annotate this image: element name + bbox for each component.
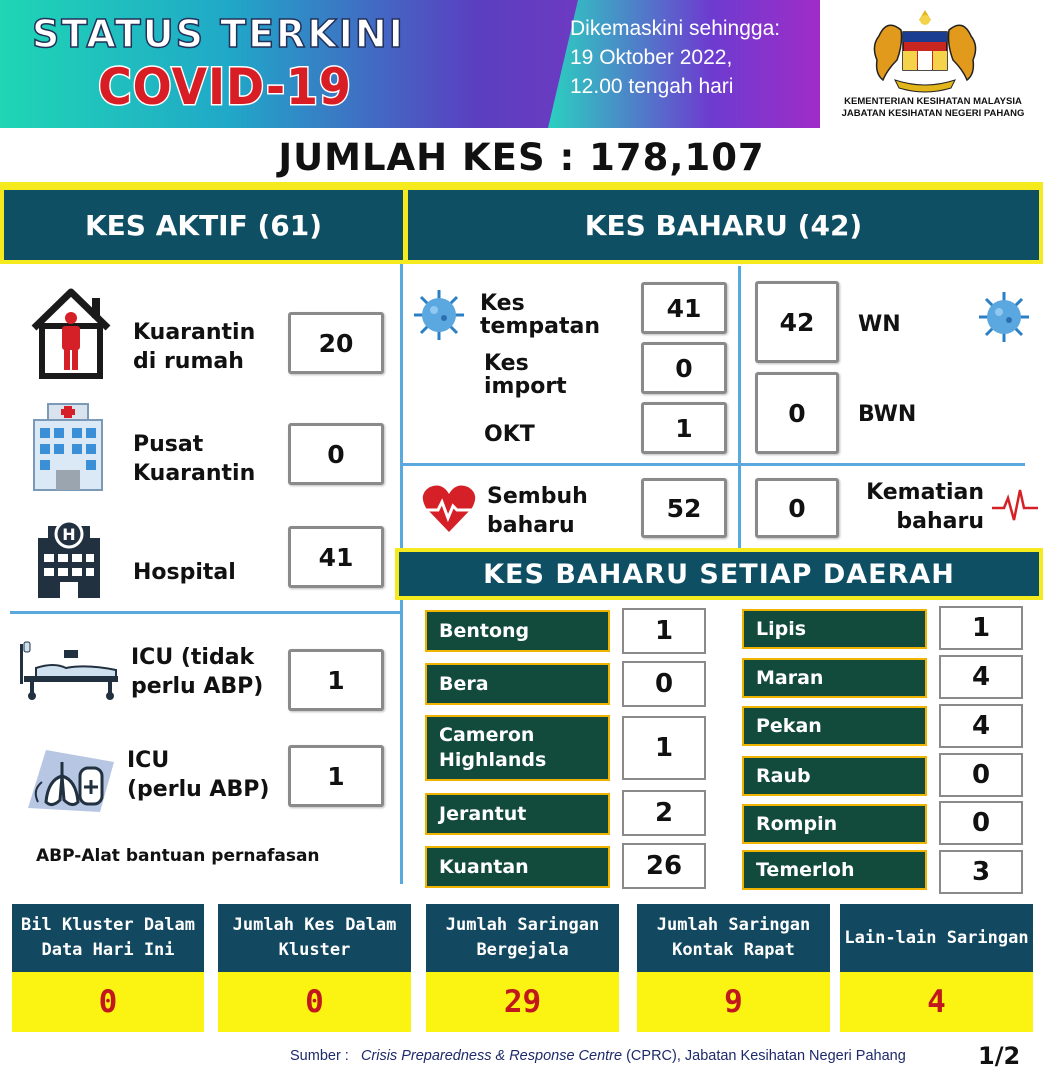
district-value: 1	[622, 608, 706, 654]
district-name: Bentong	[425, 610, 610, 652]
label-line-1: Kuarantin	[133, 320, 256, 345]
ministry-line-2: JABATAN KESIHATAN NEGERI PAHANG	[841, 108, 1025, 119]
import-cases-label	[484, 352, 567, 398]
pulse-icon	[990, 486, 1040, 526]
title-covid: COVID-19	[98, 58, 352, 116]
wn-value: 42	[755, 281, 839, 363]
heart-icon	[420, 482, 478, 536]
source-org: Crisis Preparedness & Response Centre	[360, 1048, 623, 1064]
malaysia-crest-icon	[865, 6, 985, 98]
update-info	[570, 14, 810, 101]
bwn-label: BWN	[858, 402, 917, 427]
quarantine-home-value: 20	[288, 312, 384, 374]
okt-label: OKT	[484, 422, 535, 447]
source-suffix: (CPRC), Jabatan Kesihatan Negeri Pahang	[622, 1048, 906, 1064]
label-line-1: ICU	[127, 748, 170, 773]
virus-icon	[977, 290, 1031, 344]
quarantine-centre-label	[133, 430, 255, 488]
hospital-value: 41	[288, 526, 384, 588]
stat-label: Bil Kluster Dalam Data Hari Ini	[12, 904, 204, 972]
district-value: 4	[939, 704, 1023, 748]
hospital-label: Hospital	[133, 560, 236, 585]
district-name: Bera	[425, 663, 610, 705]
stat-value: 0	[12, 972, 204, 1032]
stat-label: Lain-lain Saringan	[840, 904, 1033, 972]
stat-label: Jumlah Saringan Bergejala	[426, 904, 619, 972]
district-value: 4	[939, 655, 1023, 699]
stat-value: 0	[218, 972, 411, 1032]
icu-no-ventilator-value: 1	[288, 649, 384, 711]
label-line-1: Sembuh	[487, 484, 588, 509]
label-line-2: (perlu ABP)	[127, 777, 270, 802]
label-line-2: import	[484, 374, 567, 399]
divider	[403, 463, 1025, 466]
stat-value: 9	[637, 972, 830, 1032]
active-cases-heading: KES AKTIF (61)	[0, 186, 405, 264]
header	[0, 0, 1043, 130]
update-line-3: 12.00 tengah hari	[570, 75, 734, 98]
update-line-1: Dikemaskini sehingga:	[570, 17, 781, 40]
abp-footnote: ABP-Alat bantuan pernafasan	[36, 846, 320, 866]
label-line-2: baharu	[896, 509, 984, 534]
icu-ventilator-value: 1	[288, 745, 384, 807]
district-name: Temerloh	[742, 850, 927, 890]
label-line-1: Kematian	[866, 480, 984, 505]
label-line-1: Kes	[480, 291, 525, 316]
divider	[10, 611, 400, 614]
local-cases-label	[480, 292, 600, 338]
district-value: 1	[622, 716, 706, 780]
label-line-1: ICU (tidak	[131, 645, 255, 670]
total-cases: JUMLAH KES : 178,107	[278, 136, 765, 179]
district-value: 2	[622, 790, 706, 836]
label-line-1: Kes	[484, 351, 529, 376]
svg-text:H: H	[62, 525, 76, 544]
deaths-value: 0	[755, 478, 839, 538]
divider	[738, 266, 741, 548]
district-value: 0	[939, 753, 1023, 797]
icu-no-ventilator-label	[131, 643, 263, 701]
title-status: STATUS TERKINI	[32, 12, 405, 56]
district-heading: KES BAHARU SETIAP DAERAH	[395, 548, 1043, 600]
district-name: Jerantut	[425, 793, 610, 835]
label-line-2: tempatan	[480, 314, 600, 339]
ministry-name	[828, 96, 1038, 120]
page-number: 1/2	[978, 1042, 1021, 1070]
source-prefix: Sumber :	[290, 1048, 349, 1064]
bwn-value: 0	[755, 372, 839, 454]
new-cases-heading: KES BAHARU (42)	[405, 186, 1043, 264]
district-value: 0	[622, 661, 706, 707]
okt-value: 1	[641, 402, 727, 454]
stat-label: Jumlah Kes Dalam Kluster	[218, 904, 411, 972]
district-name: Lipis	[742, 609, 927, 649]
import-cases-value: 0	[641, 342, 727, 394]
district-value: 0	[939, 801, 1023, 845]
hospital-icon	[34, 516, 104, 600]
recovered-label	[487, 482, 588, 540]
district-value: 1	[939, 606, 1023, 650]
stat-value: 29	[426, 972, 619, 1032]
label-line-2: Kuarantin	[133, 461, 256, 486]
virus-icon	[412, 288, 466, 342]
recovered-value: 52	[641, 478, 727, 538]
label-line-1: Pusat	[133, 432, 204, 457]
district-name: Cameron Highlands	[425, 715, 610, 781]
district-name: Raub	[742, 756, 927, 796]
source-note	[290, 1048, 906, 1064]
district-name: Rompin	[742, 804, 927, 844]
icu-ventilator-label	[127, 746, 269, 804]
local-cases-value: 41	[641, 282, 727, 334]
district-value: 3	[939, 850, 1023, 894]
home-quarantine-icon	[28, 286, 114, 382]
stat-label: Jumlah Saringan Kontak Rapat	[637, 904, 830, 972]
ministry-line-1: KEMENTERIAN KESIHATAN MALAYSIA	[844, 96, 1022, 107]
hospital-bed-icon	[16, 640, 122, 702]
building-icon	[28, 400, 108, 494]
district-value: 26	[622, 843, 706, 889]
wn-label: WN	[858, 312, 901, 337]
label-line-2: di rumah	[133, 349, 244, 374]
quarantine-home-label	[133, 318, 255, 376]
lungs-ventilator-icon	[22, 742, 118, 816]
district-name: Kuantan	[425, 846, 610, 888]
quarantine-centre-value: 0	[288, 423, 384, 485]
update-line-2: 19 Oktober 2022,	[570, 46, 733, 69]
label-line-2: perlu ABP)	[131, 674, 264, 699]
label-line-2: baharu	[487, 513, 575, 538]
stat-value: 4	[840, 972, 1033, 1032]
district-name: Maran	[742, 658, 927, 698]
deaths-label	[848, 478, 984, 536]
district-name: Pekan	[742, 706, 927, 746]
